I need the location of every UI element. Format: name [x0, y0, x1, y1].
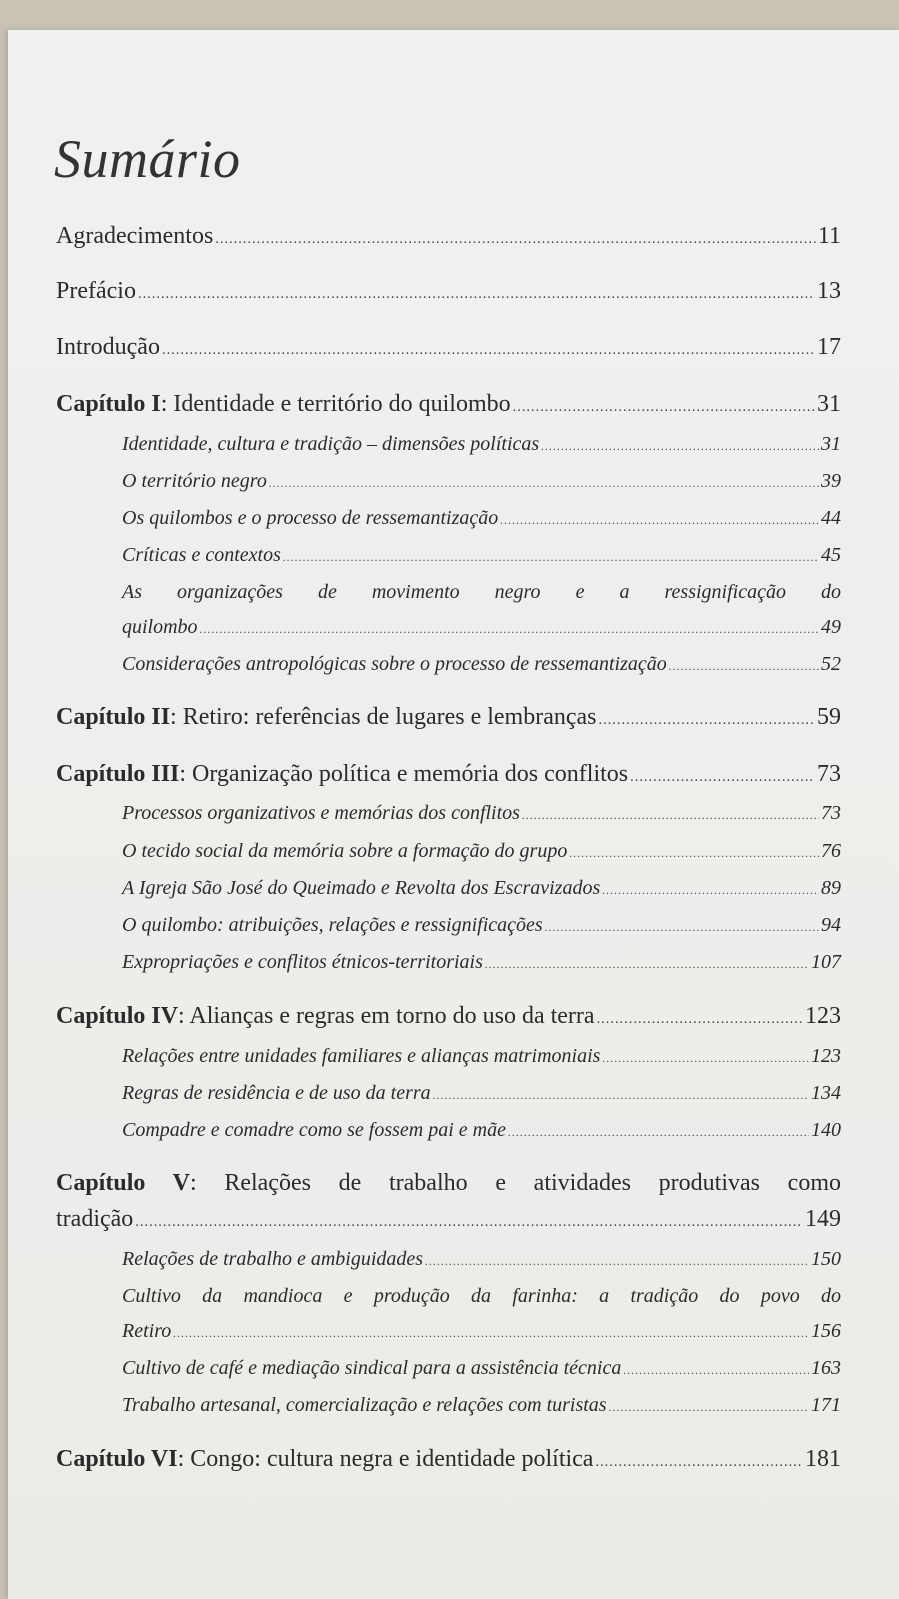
toc-chapter-5-line1 — [56, 1170, 841, 1197]
dot-leader — [522, 808, 819, 823]
toc-section-label: Expropriações e conflitos étnicos-territoriais — [122, 951, 483, 973]
toc-section-label: Relações de trabalho e ambiguidades — [122, 1248, 424, 1270]
chapter-title: : Organização política e memória dos conflitos — [179, 761, 629, 787]
toc-page-number: 73 — [821, 802, 841, 824]
toc-page-number: 156 — [811, 1320, 841, 1342]
toc-page-number: 123 — [805, 1003, 841, 1029]
dot-leader — [508, 1125, 809, 1140]
toc-page-number: 149 — [805, 1206, 841, 1232]
toc-page-number: 94 — [821, 914, 841, 936]
dot-leader — [669, 659, 819, 674]
toc-section — [122, 1248, 841, 1271]
toc-page-number: 73 — [817, 761, 841, 787]
toc-section — [122, 470, 841, 493]
toc-section — [122, 1320, 841, 1343]
dot-leader — [541, 439, 819, 454]
toc-section-line1: Cultivo da mandioca e produção da farinha: a tradição do povo do — [122, 1285, 841, 1307]
chapter-title: : Alianças e regras em torno do uso da terra — [178, 1003, 595, 1029]
toc-section — [122, 914, 841, 937]
toc-page-number: 150 — [811, 1248, 841, 1270]
toc-section — [122, 616, 841, 639]
dot-leader — [623, 1363, 809, 1378]
toc-section — [122, 802, 841, 825]
toc-page-number: 59 — [817, 704, 841, 730]
toc-page-number: 11 — [817, 223, 841, 249]
dot-leader — [630, 769, 815, 786]
toc-page-number: 171 — [811, 1394, 841, 1416]
chapter-number: Capítulo IV — [56, 1003, 179, 1029]
chapter-title-cont: tradição — [56, 1206, 134, 1232]
toc-entry-label: Introdução — [56, 334, 160, 360]
toc-entry-prefacio — [56, 278, 841, 305]
toc-page-number: 45 — [821, 544, 841, 566]
page-title: Sumário — [54, 129, 241, 189]
toc-chapter-3 — [56, 761, 841, 788]
toc-section-label: O quilombo: atribuições, relações e ressignificações — [122, 914, 543, 936]
toc-section — [122, 544, 841, 567]
dot-leader — [162, 342, 815, 359]
dot-leader — [569, 846, 819, 861]
toc-chapter-6 — [56, 1446, 841, 1473]
toc-page-number: 31 — [821, 433, 841, 455]
dot-leader — [269, 476, 819, 491]
chapter-title: : Relações de trabalho e atividades produtivas como — [189, 1170, 841, 1196]
toc-section-label: A Igreja São José do Queimado e Revolta dos Escravizados — [122, 877, 601, 899]
dot-leader — [200, 622, 819, 637]
toc-page-number: 107 — [811, 951, 841, 973]
toc-section — [122, 951, 841, 974]
toc-page-number: 89 — [821, 877, 841, 899]
chapter-title: : Congo: cultura negra e identidade política — [177, 1446, 594, 1472]
toc-section — [122, 1394, 841, 1417]
toc-page-number: 181 — [805, 1446, 841, 1472]
toc-page-number: 31 — [817, 391, 841, 417]
dot-leader — [513, 399, 815, 416]
toc-page-number: 52 — [821, 653, 841, 675]
dot-leader — [500, 513, 819, 528]
chapter-number: Capítulo VI — [56, 1446, 178, 1472]
toc-page-number: 134 — [811, 1082, 841, 1104]
dot-leader — [599, 712, 815, 729]
toc-section-label: Cultivo de café e mediação sindical para a assistência técnica — [122, 1357, 622, 1379]
dot-leader — [595, 1454, 803, 1471]
chapter-number: Capítulo V — [56, 1170, 190, 1196]
book-page — [8, 30, 899, 1599]
toc-section — [122, 1082, 841, 1105]
dot-leader — [433, 1088, 809, 1103]
toc-section-label: quilombo — [122, 616, 198, 638]
toc-section-label: Trabalho artesanal, comercialização e relações com turistas — [122, 1394, 607, 1416]
toc-entry-agradecimentos — [56, 223, 841, 250]
toc-page-number: 39 — [821, 470, 841, 492]
toc-section — [122, 1119, 841, 1142]
dot-leader — [135, 1214, 803, 1231]
dot-leader — [602, 1051, 809, 1066]
toc-section-label: Compadre e comadre como se fossem pai e mãe — [122, 1119, 506, 1141]
toc-chapter-4 — [56, 1003, 841, 1030]
toc-entry-label: Agradecimentos — [56, 223, 214, 249]
toc-section — [122, 1045, 841, 1068]
dot-leader — [173, 1326, 809, 1341]
dot-leader — [609, 1400, 809, 1415]
toc-page-number: 123 — [811, 1045, 841, 1067]
toc-section-label: Retiro — [122, 1320, 172, 1342]
chapter-title: : Retiro: referências de lugares e lembranças — [170, 704, 597, 730]
toc-section-label: Os quilombos e o processo de ressemantização — [122, 507, 499, 529]
dot-leader — [138, 286, 815, 303]
chapter-number: Capítulo III — [56, 761, 180, 787]
toc-section — [122, 840, 841, 863]
dot-leader — [602, 883, 819, 898]
chapter-title: : Identidade e território do quilombo — [160, 391, 511, 417]
dot-leader — [545, 920, 819, 935]
toc-entry-label: Prefácio — [56, 278, 136, 304]
toc-entry-introducao — [56, 334, 841, 361]
toc-page-number: 140 — [811, 1119, 841, 1141]
toc-section-label: O tecido social da memória sobre a formação do grupo — [122, 840, 568, 862]
toc-section-label: Relações entre unidades familiares e alianças matrimoniais — [122, 1045, 601, 1067]
dot-leader — [485, 957, 809, 972]
toc-page-number: 49 — [821, 616, 841, 638]
dot-leader — [283, 550, 819, 565]
toc-page-number: 17 — [817, 334, 841, 360]
toc-section-label: O território negro — [122, 470, 267, 492]
toc-chapter-2 — [56, 704, 841, 731]
toc-page-number: 44 — [821, 507, 841, 529]
toc-section — [122, 507, 841, 530]
toc-chapter-5 — [56, 1206, 841, 1233]
toc-section-line1: As organizações de movimento negro e a ressignificação do — [122, 581, 841, 603]
toc-section-label: Processos organizativos e memórias dos conflitos — [122, 802, 520, 824]
dot-leader — [425, 1254, 809, 1269]
toc-section — [122, 877, 841, 900]
toc-section-label: Críticas e contextos — [122, 544, 281, 566]
dot-leader — [215, 231, 816, 248]
chapter-number: Capítulo II — [56, 704, 171, 730]
toc-page-number: 163 — [811, 1357, 841, 1379]
dot-leader — [597, 1011, 803, 1028]
toc-chapter-1 — [56, 391, 841, 418]
toc-section — [122, 653, 841, 676]
toc-section-label: Considerações antropológicas sobre o processo de ressemantização — [122, 653, 667, 675]
toc-section — [122, 1357, 841, 1380]
chapter-number: Capítulo I — [56, 391, 161, 417]
toc-section-label: Regras de residência e de uso da terra — [122, 1082, 431, 1104]
toc-page-number: 76 — [821, 840, 841, 862]
toc-page-number: 13 — [817, 278, 841, 304]
toc-section-label: Identidade, cultura e tradição – dimensões políticas — [122, 433, 540, 455]
toc-section — [122, 433, 841, 456]
